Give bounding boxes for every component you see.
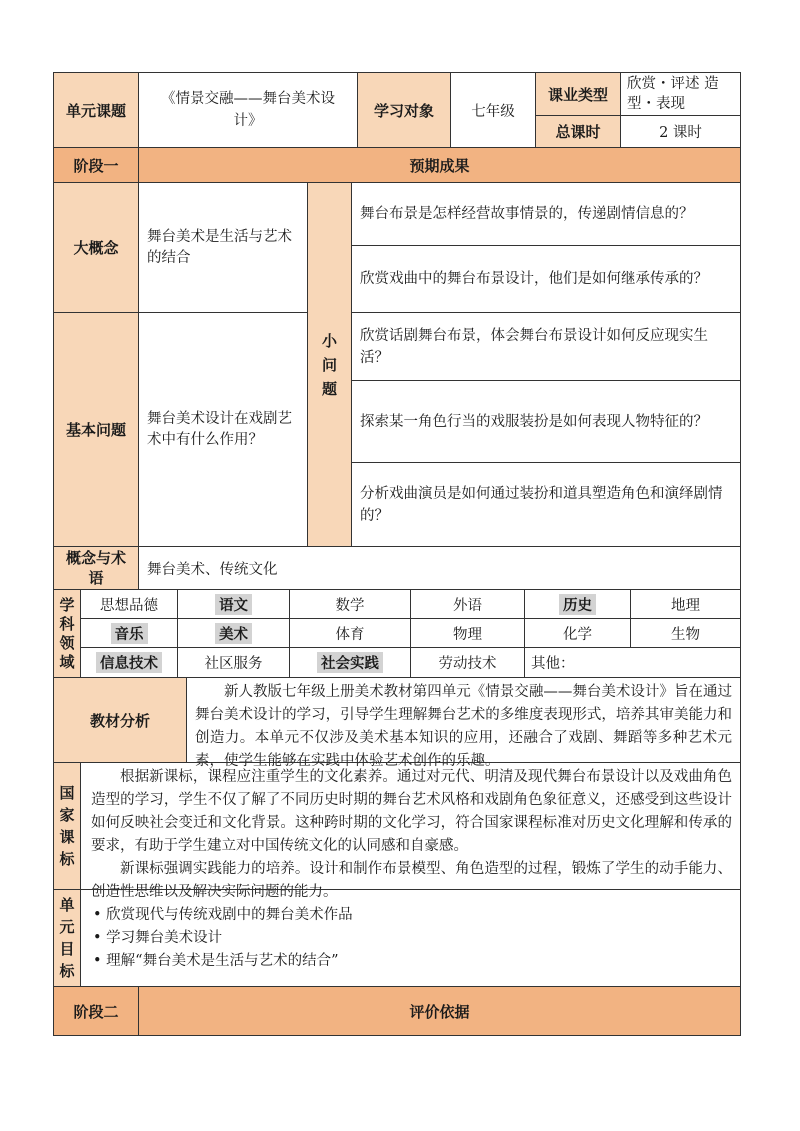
discipline-community-service: 社区服务 [177,647,290,678]
small-question-5: 分析戏曲演员是如何通过装扮和道具塑造角色和演绎剧情的？ [351,462,741,547]
discipline-social-practice [289,647,411,678]
discipline-music [80,618,178,648]
textbook-label: 教材分析 [53,677,187,763]
textbook-paragraph: 新人教版七年级上册美术教材第四单元《情景交融——舞台美术设计》旨在通过舞台美术设计的学习，引导学生理解舞台艺术的多维度表现形式，培养其审美能力和创造力。本单元不仅涉及美术基本知识的应用，还融合了戏剧、舞蹈等多种艺术元素，使学生能够在实践中体验艺术创作的乐趣。 [195,684,732,769]
discipline-chinese-text: 语文 [215,594,252,615]
learner-value: 七年级 [450,72,536,148]
stage1-label: 阶段一 [53,147,139,183]
stage1-title: 预期成果 [138,147,741,183]
small-question-2: 欣赏戏曲中的舞台布景设计，他们是如何继承传承的？ [351,245,741,313]
small-question-1: 舞台布景是怎样经营故事情景的，传递剧情信息的？ [351,182,741,246]
discipline-chemistry: 化学 [524,618,631,648]
standards-label: 国家课标 [53,762,81,890]
basic-question-value: 舞台美术设计在戏剧艺术中有什么作用？ [138,312,308,547]
terms-value: 舞台美术、传统文化 [138,546,741,590]
discipline-history [524,589,631,619]
discipline-music-text: 音乐 [111,623,148,644]
disciplines-label: 学科领域 [53,589,81,678]
textbook-text [186,677,741,769]
standards-text [80,762,741,900]
stage2-label: 阶段二 [53,986,139,1036]
discipline-biology: 生物 [630,618,741,648]
course-type-label: 课业类型 [535,72,621,116]
unit-goals-list [80,889,741,987]
learner-label: 学习对象 [357,72,451,148]
big-concept-value: 舞台美术是生活与艺术的结合 [138,182,308,313]
unit-title-value: 《情景交融——舞台美术设计》 [138,72,358,148]
unit-goal-item: • 理解“舞台美术是生活与艺术的结合” [93,952,339,969]
discipline-it [80,647,178,678]
discipline-other: 其他： [524,647,741,678]
discipline-geography: 地理 [630,589,741,619]
small-question-4: 探索某一角色行当的戏服装扮是如何表现人物特征的？ [351,380,741,463]
discipline-history-text: 历史 [559,594,596,615]
course-type-value: 欣赏・评述 造型・表现 [620,72,741,116]
unit-title-label: 单元课题 [53,72,139,148]
discipline-chinese [177,589,290,619]
basic-question-label: 基本问题 [53,312,139,547]
discipline-math: 数学 [289,589,411,619]
unit-goal-item: • 学习舞台美术设计 [93,929,223,946]
standards-paragraph-1: 根据新课标，课程应注重学生的文化素养。通过对元代、明清及现代舞台布景设计以及戏曲角色造型的学习，学生不仅了解了不同历史时期的舞台艺术风格和戏剧角色象征意义，还感受到这些设计如何反映社会变迁和文化背景。这种跨时期的文化学习，符合国家课程标准对历史文化理解和传承的要求，有助于学生建立对中国传统文化的认同感和自豪感。 [91,769,732,854]
terms-label: 概念与术语 [53,546,139,590]
discipline-pe: 体育 [289,618,411,648]
unit-goal-item: • 欣赏现代与传统戏剧中的舞台美术作品 [93,906,353,923]
total-hours-label: 总课时 [535,115,621,148]
discipline-social-practice-text: 社会实践 [317,652,383,673]
standards-paragraph-2: 新课标强调实践能力的培养。设计和制作布景模型、角色造型的过程，锻炼了学生的动手能力、创造性思维以及解决实际问题的能力。 [91,861,732,900]
big-concept-label: 大概念 [53,182,139,313]
discipline-moral: 思想品德 [80,589,178,619]
small-question-3: 欣赏话剧舞台布景，体会舞台布景设计如何反应现实生活？ [351,312,741,381]
stage2-title: 评价依据 [138,986,741,1036]
total-hours-value: 2 课时 [620,115,741,148]
discipline-art [177,618,290,648]
discipline-physics: 物理 [410,618,525,648]
discipline-foreign-language: 外语 [410,589,525,619]
discipline-art-text: 美术 [215,623,252,644]
discipline-it-text: 信息技术 [96,652,162,673]
unit-goals-label: 单元目标 [53,889,81,987]
small-questions-label: 小问题 [307,182,352,547]
discipline-labor: 劳动技术 [410,647,525,678]
